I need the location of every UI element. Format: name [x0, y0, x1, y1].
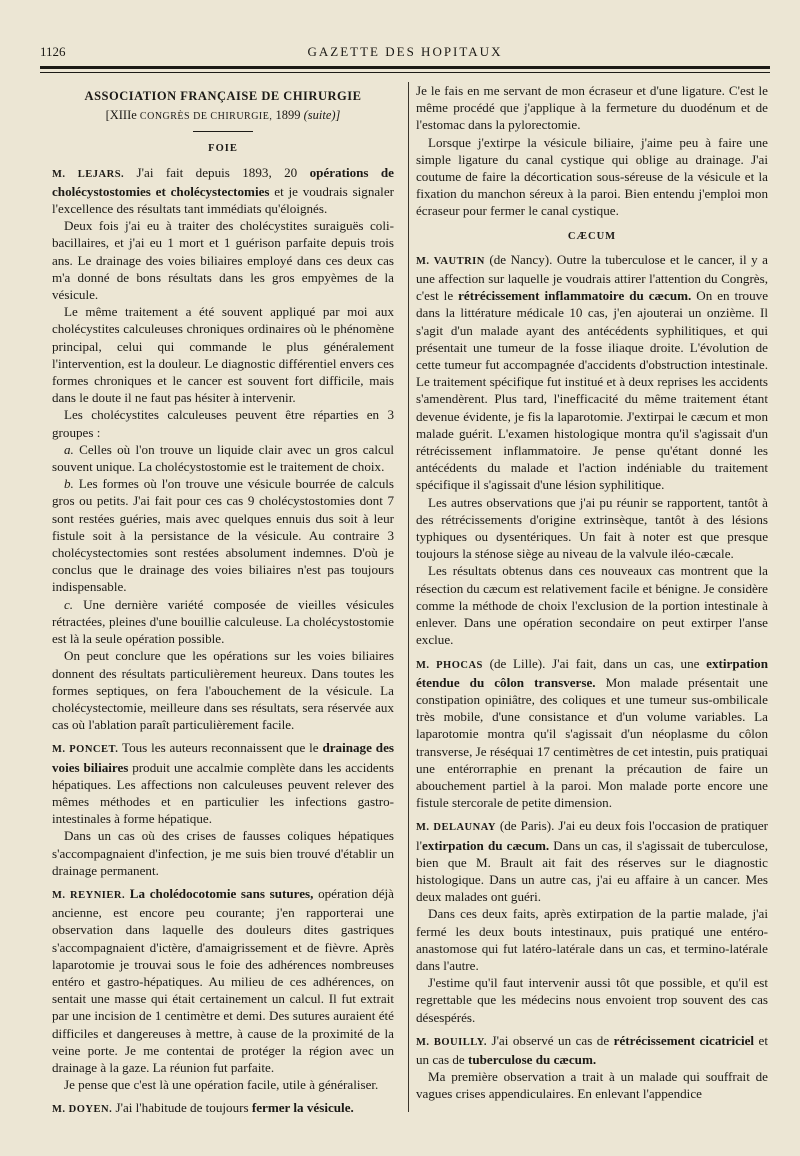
congress-prefix: [XIIIe: [105, 108, 140, 123]
text-run: Les formes où l'on trouve une vésicule bourrée de calculs gros ou petits. J'ai fait pour ces cas 9 cholécystostomies dont 7 sont restées guéries, mais avec quelques ennuis dus soit à leur fistule soit à la persistance de la vésicule. Au contraire 3 cholécystectomies sont restées absolument indemnes. D'où je conclus que le drainage des voies biliaires n'est pas toujours indispensable.: [52, 476, 394, 595]
text-run: Celles où l'on trouve un liquide clair avec un gros calcul souvent unique. La cholécystostomie est le traitement de choix.: [52, 441, 394, 475]
item-letter: a.: [64, 441, 74, 457]
lejars-paragraph-5: On peut conclure que les opérations sur les voies biliaires donnent des résultats particulièrement heureux. Dans toutes les formes septiques, on fera l'abouchement de la vésicule. La cholécystectomie, meilleure dans ses résultats, sera réservée aux cas où l'ablation paraît particulièrement facile.: [52, 648, 394, 733]
reynier-paragraph-2: Je pense que c'est là une opération facile, utile à généraliser.: [64, 1077, 379, 1093]
header-rule-thin: [40, 72, 770, 73]
poncet-paragraph-2: Dans un cas où des crises de fausses coliques hépatiques s'accompagnaient d'infection, je me suis bien trouvé d'établir un drainage permanent.: [52, 828, 394, 878]
congress-subtitle: [52, 107, 394, 125]
page-header: [40, 44, 770, 64]
speaker-phocas: M. PHOCAS: [416, 659, 483, 671]
doyen-paragraph-1: [52, 1099, 394, 1118]
header-rule-thick: [40, 66, 770, 69]
text-run: Mon malade présentait une constipation opiniâtre, des coliques et une tumeur sus-ombilicale très mobile, d'une consistance et d'un volume variables. La laparotomie montra qu'il s'agissait d'un néoplasme du côlon transverse, Je réséquai 17 centimètres de cet intestin, puis pratiquai une entérorraphie en prenant la précaution de faire un abouchement partiel à la paroi. Mon malade porte encore une fistule stercorale de petite dimension.: [416, 674, 768, 811]
speaker-doyen: M. DOYEN.: [52, 1104, 113, 1116]
vautrin-paragraph-2: Les autres observations que j'ai pu réunir se rapportent, tantôt à des rétrécissements d'origine extrinsèque, tantôt à des lésions typhiques ou dysentériques. Un fait à noter est que presque toujours la sténose siège au niveau de la valvule iléo-cæcale.: [416, 494, 768, 562]
speaker-bouilly: M. BOUILLY.: [416, 1036, 487, 1048]
vautrin-paragraph-1: [416, 251, 768, 494]
text-run: opération déjà ancienne, est encore peu courante; j'en rapporterai une observation dans laquelle des douleurs dites gastriques s'accompagnaient d'ictère, d'amaigrissement et de fièvre. Après laparotomie je trouvai sous le foie des adhérences nombreuses entéro et gastro-hépatiques. Au milieu de ces adhérences, on sentait une masse qui était certainement un calcul. Il fut extrait par une incision de 1 centimètre et demi. Des sutures auraient été difficiles et dangereuses à mettre, à cause de la proximité de la veine porte. Je me contentai de protéger la région avec un drainage à la gaze. La réunion fut parfaite.: [52, 885, 394, 1075]
congress-year: 1899: [272, 108, 304, 123]
doyen-paragraph-2: Je le fais en me servant de mon écraseur et d'une ligature. C'est le même procédé que j'applique à la fermeture du duodénum et de l'estomac dans la pylorectomie.: [416, 83, 768, 133]
speaker-delaunay: M. DELAUNAY: [416, 822, 496, 834]
page-number: 1126: [40, 44, 66, 59]
item-letter: b.: [64, 476, 74, 492]
left-column: [52, 82, 394, 1122]
text-run: Tous les auteurs reconnaissent que le: [118, 740, 323, 756]
bold-run: extirpation étendue du côlon transverse.: [416, 655, 768, 690]
speaker-lejars: M. LEJARS.: [52, 168, 125, 180]
text-run: (de Paris). J'ai eu deux fois l'occasion de pratiquer l': [416, 818, 768, 853]
bold-run: fermer la vésicule.: [251, 1100, 354, 1116]
speaker-vautrin: M. VAUTRIN: [416, 255, 485, 267]
delaunay-paragraph-3: J'estime qu'il faut intervenir aussi tôt que possible, et qu'il est regrettable que les médecins nous envoient trop souvent des cas désespérés.: [416, 975, 768, 1025]
text-run: J'ai fait depuis 1893, 20: [124, 164, 310, 180]
poncet-paragraph-1: [52, 739, 394, 827]
lejars-paragraph-2: Deux fois j'ai eu à traiter des cholécystites suraiguës coli-bacillaires, et j'ai eu 1 mort et 1 guérison parfaite depuis trois ans. Le drainage des voies biliaires employé dans ces deux cas m'a donné de bons résultats dans les gros empyèmes de la vésicule.: [52, 218, 394, 303]
lejars-paragraph-4: Les cholécystites calculeuses peuvent être réparties en 3 groupes :: [52, 407, 394, 440]
bold-run: extirpation du cæcum.: [422, 837, 550, 853]
speaker-reynier: M. REYNIER.: [52, 889, 126, 901]
bold-run: rétrécissement cicatriciel: [613, 1032, 755, 1048]
bold-run: opérations de cholécystostomies et cholécystectomies: [52, 164, 394, 199]
congress-suite: (suite)]: [303, 108, 341, 123]
title-rule: [193, 131, 253, 132]
section-heading-caecum: CÆCUM: [567, 230, 617, 242]
bold-run: tuberculose du cæcum.: [468, 1051, 597, 1067]
lejars-paragraph-3: Le même traitement a été souvent appliqué par moi aux cholécystites calculeuses chroniques ordinaires où le phénomène principal, celui qui commande le plus généralement l'intervention, est la douleur. Le diagnostic différentiel envers ces formes chroniques et le cancer est souvent fort difficile, mais dans le doute il ne faut pas hésiter à intervenir.: [52, 304, 394, 406]
text-run: J'ai l'habitude de toujours: [112, 1100, 252, 1116]
text-run: et je voudrais signaler l'excellence des résultats tant immédiats qu'éloignés.: [52, 183, 394, 217]
phocas-paragraph-1: [416, 655, 768, 812]
lejars-item-c: [52, 596, 394, 648]
bold-run: drainage des voies biliaires: [52, 740, 394, 775]
text-run: J'ai observé un cas de: [487, 1032, 614, 1048]
lejars-item-b: [52, 475, 394, 595]
bouilly-paragraph-1: [416, 1032, 768, 1068]
lejars-item-a: [52, 441, 394, 475]
text-run: On en trouve dans la littérature médicale 10 cas, j'en ajouterai un onzième. Il s'agit d'un malade ayant des antécédents syphilitiques, et qui présentait une tumeur de la fosse iliaque droite. L'évolution de cette tumeur fut accompagnée d'accidents d'obstruction intestinale. Le traitement spécifique fut institué et à deux reprises les accidents s'amendèrent. Plus tard, l'inefficacité du même traitement étant devenue évidente, je fis la laparotomie. J'extirpai le cæcum et mon malade guérit. L'examen histologique montra qu'il s'agissait d'un rétrécissement inflammatoire. Je pense qu'étant donné les antécédents du malade et l'action indéniable du traitement spécifique il s'agissait d'une lésion syphilitique.: [416, 288, 768, 493]
text-run: (de Nancy). Outre la tuberculose et le cancer, il y a une affection sur laquelle je voudrais attirer l'attention du Congrès, c'est le: [416, 251, 768, 304]
right-column: [416, 82, 768, 1122]
bold-run: La cholédocotomie sans sutures,: [125, 885, 314, 901]
text-run: Une dernière variété composée de vieilles vésicules rétractées, pleines d'une bouillie calculeuse. La cholécystostomie est là la seule opération possible.: [52, 596, 394, 647]
speaker-poncet: M. PONCET.: [52, 744, 119, 756]
item-letter: c.: [64, 596, 74, 612]
delaunay-paragraph-2: Dans ces deux faits, après extirpation de la partie malade, j'ai fermé les deux bouts intestinaux, puis pratiqué une entéro-anastomose qui fut latéro-latérale dans un cas, et termino-latérale dans l'autre.: [416, 906, 768, 973]
vautrin-paragraph-3: Les résultats obtenus dans ces nouveaux cas montrent que la résection du cæcum est relativement facile et bénigne. Je considère comme la méthode de choix l'exclusion de la portion intestinale à enlever. Dans une opération secondaire on peut extirper l'anse exclue.: [416, 563, 768, 648]
association-title: ASSOCIATION FRANÇAISE DE CHIRURGIE: [84, 89, 362, 103]
bouilly-paragraph-2: Ma première observation a trait à un malade qui souffrait de vagues crises appendiculaires. En enlevant l'appendice: [416, 1069, 768, 1102]
section-heading-foie: FOIE: [208, 143, 238, 155]
bold-run: rétrécissement inflammatoire du cæcum.: [458, 288, 692, 304]
doyen-paragraph-3: Lorsque j'extirpe la vésicule biliaire, j'aime peu à faire une simple ligature du canal cystique qui oblige au drainage. J'ai coutume de faire la décortication sous-séreuse de la vésicule et la fixation du manchon séreux à la paroi. Bien entendu j'emploi mon écraseur pour fermer le canal cystique.: [416, 134, 768, 219]
text-run: Dans un cas, il s'agissait de tuberculose, bien que M. Brault ait fait des réserves sur le diagnostic histologique. Dans un autre cas, j'ai eu affaire à un cancer. Mes deux malades ont guéri.: [416, 837, 768, 905]
congress-name: CONGRÈS DE CHIRURGIE,: [139, 111, 273, 123]
lejars-paragraph-1: [52, 164, 394, 218]
text-run: produit une accalmie complète dans les accidents hépatiques. Les affections non calculeuses peuvent relever des mêmes méthodes et en particulier les infections gastro-intestinales à forme hépatique.: [52, 759, 394, 827]
text-run: (de Lille). J'ai fait, dans un cas, une: [482, 655, 707, 671]
column-divider: [408, 82, 409, 1112]
text-run: et un cas de: [416, 1032, 768, 1067]
delaunay-paragraph-1: [416, 817, 768, 905]
reynier-paragraph-1: [52, 885, 394, 1076]
journal-title: GAZETTE DES HOPITAUX: [307, 44, 503, 59]
